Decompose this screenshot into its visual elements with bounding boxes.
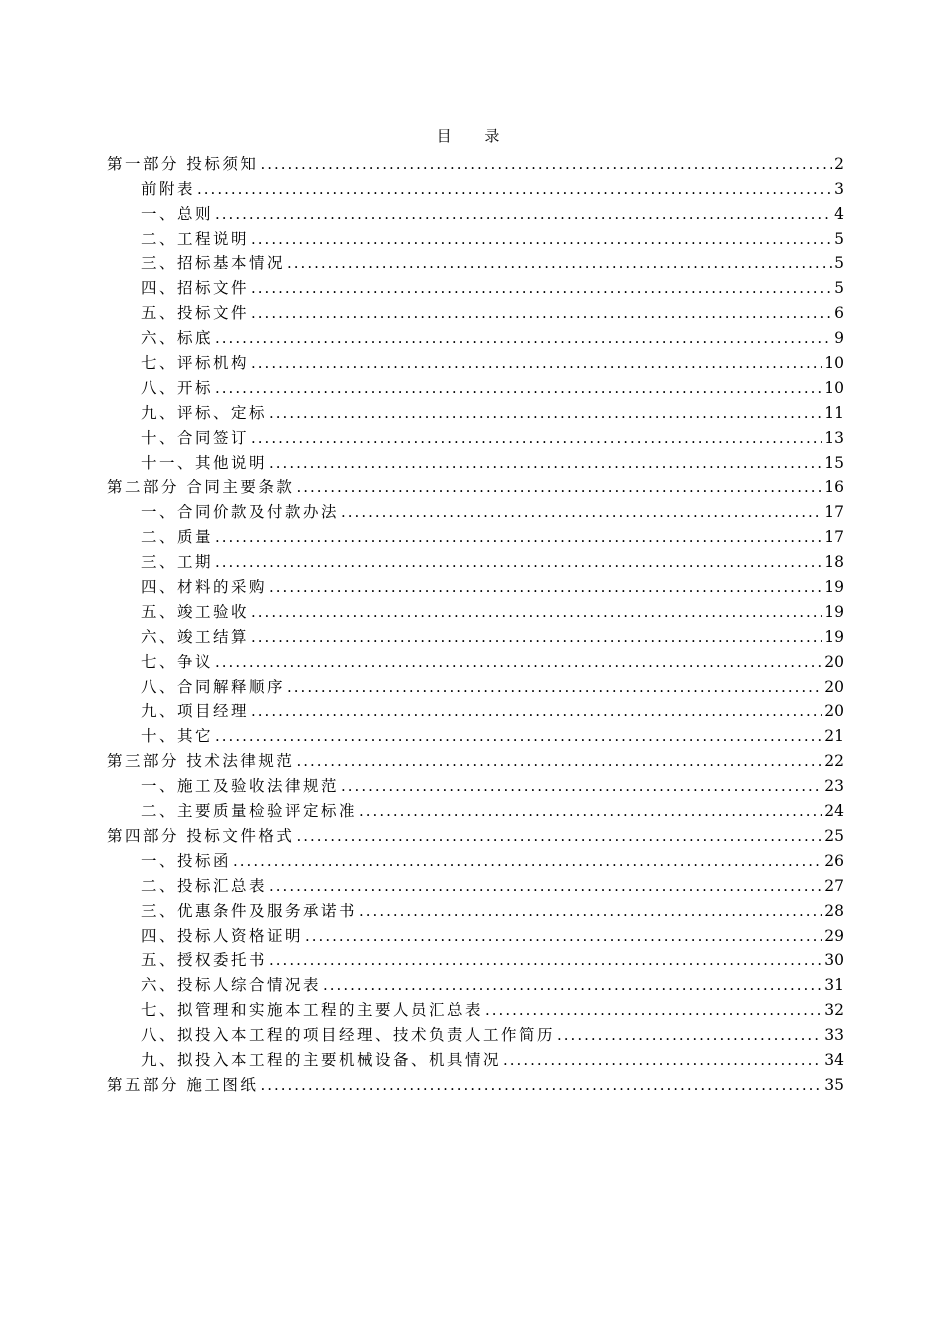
toc-part-entry[interactable] xyxy=(107,1071,844,1096)
toc-section-entry[interactable] xyxy=(107,573,844,598)
toc-entry-label: 三、优惠条件及服务承诺书 xyxy=(141,901,358,920)
toc-dot-leader xyxy=(287,676,822,698)
toc-entry-label: 八、拟投入本工程的项目经理、技术负责人工作简历 xyxy=(141,1026,556,1045)
toc-section-entry[interactable] xyxy=(107,971,844,996)
toc-entry-label: 十一、其他说明 xyxy=(141,453,268,472)
toc-dot-leader xyxy=(251,700,822,722)
toc-dot-leader xyxy=(503,1049,822,1071)
toc-page-number: 24 xyxy=(824,802,844,821)
toc-page-number: 5 xyxy=(834,254,844,273)
toc-section-entry[interactable] xyxy=(107,598,844,623)
toc-section-entry[interactable] xyxy=(107,200,844,225)
toc-entry-label: 四、投标人资格证明 xyxy=(141,926,304,945)
toc-entry-label: 二、投标汇总表 xyxy=(141,876,268,895)
toc-dot-leader xyxy=(269,875,822,897)
toc-entry-label: 五、投标文件 xyxy=(141,304,250,323)
toc-entry-label: 五、授权委托书 xyxy=(141,951,268,970)
toc-dot-leader xyxy=(359,800,822,822)
toc-dot-leader xyxy=(269,576,822,598)
toc-entry-label: 三、招标基本情况 xyxy=(141,254,286,273)
toc-entry-label: 二、主要质量检验评定标准 xyxy=(141,802,358,821)
toc-entry-label: 第五部分 施工图纸 xyxy=(107,1075,259,1094)
toc-entry-label: 八、合同解释顺序 xyxy=(141,677,286,696)
toc-entry-label: 九、项目经理 xyxy=(141,702,250,721)
toc-entry-label: 第四部分 投标文件格式 xyxy=(107,826,295,845)
toc-page-number: 6 xyxy=(834,304,844,323)
toc-section-entry[interactable] xyxy=(107,698,844,723)
toc-entry-label: 一、总则 xyxy=(141,204,214,223)
toc-dot-leader xyxy=(215,651,822,673)
toc-entry-label: 二、工程说明 xyxy=(141,229,250,248)
toc-section-entry[interactable] xyxy=(107,797,844,822)
toc-entry-label: 六、投标人综合情况表 xyxy=(141,976,322,995)
toc-section-entry[interactable] xyxy=(107,548,844,573)
toc-page-number: 23 xyxy=(824,777,844,796)
toc-entry-label: 六、标底 xyxy=(141,329,214,348)
toc-part-entry[interactable] xyxy=(107,822,844,847)
toc-dot-leader xyxy=(251,601,822,623)
toc-entry-label: 一、投标函 xyxy=(141,851,232,870)
toc-section-entry[interactable] xyxy=(107,947,844,972)
toc-section-entry[interactable] xyxy=(107,872,844,897)
toc-list xyxy=(107,150,844,1096)
toc-dot-leader xyxy=(485,999,822,1021)
toc-section-entry[interactable] xyxy=(107,623,844,648)
toc-dot-leader xyxy=(305,925,822,947)
toc-section-entry[interactable] xyxy=(107,424,844,449)
toc-entry-label: 前附表 xyxy=(141,179,196,198)
toc-dot-leader xyxy=(296,825,822,847)
toc-dot-leader xyxy=(287,252,832,274)
toc-entry-label: 七、评标机构 xyxy=(141,354,250,373)
toc-page-number: 10 xyxy=(824,378,844,397)
toc-part-entry[interactable] xyxy=(107,150,844,175)
toc-dot-leader xyxy=(251,427,822,449)
toc-page-number: 34 xyxy=(824,1050,844,1069)
toc-section-entry[interactable] xyxy=(107,349,844,374)
toc-dot-leader xyxy=(215,327,832,349)
toc-entry-label: 第二部分 合同主要条款 xyxy=(107,478,295,497)
toc-section-entry[interactable] xyxy=(107,922,844,947)
toc-page-number: 11 xyxy=(824,403,844,422)
toc-page-number: 15 xyxy=(824,453,844,472)
toc-entry-label: 第三部分 技术法律规范 xyxy=(107,752,295,771)
toc-dot-leader xyxy=(215,551,822,573)
toc-entry-label: 五、竣工验收 xyxy=(141,602,250,621)
toc-dot-leader xyxy=(359,900,822,922)
toc-page-number: 10 xyxy=(824,354,844,373)
toc-dot-leader xyxy=(233,850,822,872)
toc-page-number: 18 xyxy=(824,553,844,572)
toc-dot-leader xyxy=(251,302,832,324)
toc-section-entry[interactable] xyxy=(107,523,844,548)
toc-dot-leader xyxy=(197,178,832,200)
toc-page-number: 31 xyxy=(824,976,844,995)
toc-section-entry[interactable] xyxy=(107,648,844,673)
toc-page-number: 22 xyxy=(824,752,844,771)
toc-section-entry[interactable] xyxy=(107,250,844,275)
toc-dot-leader xyxy=(341,775,822,797)
toc-page-number: 4 xyxy=(834,204,844,223)
toc-dot-leader xyxy=(323,974,822,996)
toc-dot-leader xyxy=(215,526,822,548)
toc-section-entry[interactable] xyxy=(107,374,844,399)
toc-page-number: 20 xyxy=(824,652,844,671)
toc-section-entry[interactable] xyxy=(107,225,844,250)
toc-section-entry[interactable] xyxy=(107,299,844,324)
toc-entry-label: 十、合同签订 xyxy=(141,428,250,447)
toc-page-number: 35 xyxy=(824,1075,844,1094)
toc-dot-leader xyxy=(215,725,822,747)
toc-page-number: 2 xyxy=(834,154,844,173)
toc-page-number: 33 xyxy=(824,1026,844,1045)
toc-section-entry[interactable] xyxy=(107,274,844,299)
toc-title: 目 录 xyxy=(436,127,514,145)
toc-page-number: 27 xyxy=(824,876,844,895)
toc-section-entry[interactable] xyxy=(107,722,844,747)
toc-page-number: 30 xyxy=(824,951,844,970)
toc-dot-leader xyxy=(260,1074,822,1096)
toc-page-number: 5 xyxy=(834,279,844,298)
toc-section-entry[interactable] xyxy=(107,847,844,872)
toc-entry-label: 二、质量 xyxy=(141,528,214,547)
toc-page-number: 20 xyxy=(824,677,844,696)
toc-entry-label: 一、合同价款及付款办法 xyxy=(141,503,340,522)
toc-entry-label: 十、其它 xyxy=(141,727,214,746)
toc-dot-leader xyxy=(251,277,832,299)
toc-page-number: 3 xyxy=(834,179,844,198)
toc-dot-leader xyxy=(296,476,822,498)
toc-section-entry[interactable] xyxy=(107,498,844,523)
toc-page-number: 19 xyxy=(824,627,844,646)
toc-page-number: 16 xyxy=(824,478,844,497)
toc-dot-leader xyxy=(260,153,832,175)
toc-section-entry[interactable] xyxy=(107,449,844,474)
toc-page-number: 17 xyxy=(824,503,844,522)
toc-section-entry[interactable] xyxy=(107,399,844,424)
toc-page-number: 29 xyxy=(824,926,844,945)
toc-section-entry[interactable] xyxy=(107,897,844,922)
toc-entry-label: 四、材料的采购 xyxy=(141,578,268,597)
toc-entry-label: 八、开标 xyxy=(141,378,214,397)
toc-page-number: 17 xyxy=(824,528,844,547)
toc-section-entry[interactable] xyxy=(107,175,844,200)
toc-entry-label: 六、竣工结算 xyxy=(141,627,250,646)
toc-dot-leader xyxy=(215,203,832,225)
toc-part-entry[interactable] xyxy=(107,747,844,772)
toc-section-entry[interactable] xyxy=(107,1021,844,1046)
toc-page-number: 19 xyxy=(824,602,844,621)
toc-entry-label: 第一部分 投标须知 xyxy=(107,154,259,173)
toc-entry-label: 四、招标文件 xyxy=(141,279,250,298)
toc-page-number: 9 xyxy=(834,329,844,348)
toc-dot-leader xyxy=(215,377,822,399)
toc-entry-label: 九、拟投入本工程的主要机械设备、机具情况 xyxy=(141,1050,502,1069)
toc-page-number: 20 xyxy=(824,702,844,721)
toc-dot-leader xyxy=(557,1024,822,1046)
toc-dot-leader xyxy=(269,402,822,424)
toc-page-number: 19 xyxy=(824,578,844,597)
toc-page-number: 5 xyxy=(834,229,844,248)
toc-entry-label: 七、争议 xyxy=(141,652,214,671)
toc-dot-leader xyxy=(341,501,822,523)
toc-dot-leader xyxy=(251,626,822,648)
toc-dot-leader xyxy=(269,949,822,971)
toc-entry-label: 三、工期 xyxy=(141,553,214,572)
toc-page-number: 13 xyxy=(824,428,844,447)
toc-entry-label: 九、评标、定标 xyxy=(141,403,268,422)
toc-dot-leader xyxy=(269,452,822,474)
toc-page-number: 28 xyxy=(824,901,844,920)
toc-section-entry[interactable] xyxy=(107,996,844,1021)
toc-section-entry[interactable] xyxy=(107,324,844,349)
toc-section-entry[interactable] xyxy=(107,673,844,698)
toc-part-entry[interactable] xyxy=(107,474,844,499)
toc-section-entry[interactable] xyxy=(107,1046,844,1071)
toc-page-number: 25 xyxy=(824,826,844,845)
toc-page-number: 21 xyxy=(824,727,844,746)
toc-dot-leader xyxy=(251,228,832,250)
toc-page-number: 26 xyxy=(824,851,844,870)
toc-page-number: 32 xyxy=(824,1001,844,1020)
toc-section-entry[interactable] xyxy=(107,772,844,797)
toc-dot-leader xyxy=(296,750,822,772)
toc-entry-label: 一、施工及验收法律规范 xyxy=(141,777,340,796)
toc-entry-label: 七、拟管理和实施本工程的主要人员汇总表 xyxy=(141,1001,484,1020)
toc-dot-leader xyxy=(251,352,822,374)
